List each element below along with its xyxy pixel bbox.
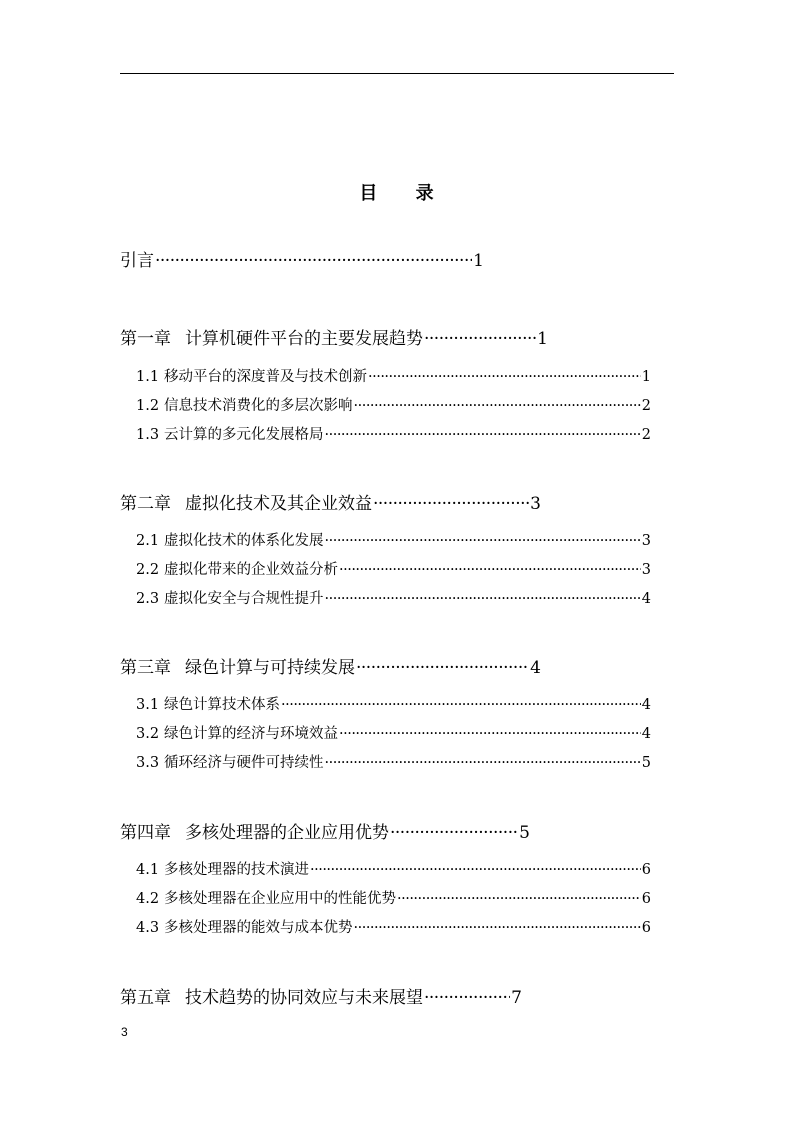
toc-page: 5 [641, 755, 651, 771]
toc-section-1-3[interactable] [136, 423, 651, 444]
chapter-label: 第三章 [120, 658, 171, 678]
section-number: 4.3 [136, 920, 160, 936]
toc-leader-dots [339, 726, 641, 742]
toc-chapter-4[interactable] [120, 818, 530, 843]
header-rule [120, 73, 674, 74]
toc-leader-dots [155, 251, 472, 271]
toc-page: 6 [641, 862, 651, 878]
toc-leader-dots [325, 591, 641, 607]
section-number: 2.1 [136, 533, 160, 549]
chapter-title: 技术趋势的协同效应与未来展望 [185, 988, 423, 1008]
chapter-label: 第二章 [120, 494, 171, 514]
toc-leader-dots [325, 533, 641, 549]
toc-chapter-1[interactable] [120, 324, 548, 349]
section-title: 虚拟化技术的体系化发展 [164, 533, 324, 549]
footer-page-number: 3 [121, 1025, 128, 1039]
toc-leader-dots [424, 988, 510, 1008]
toc-page: 4 [641, 697, 651, 713]
toc-section-3-1[interactable] [136, 693, 651, 714]
toc-page: 1 [537, 329, 548, 349]
toc-section-4-3[interactable] [136, 916, 651, 937]
section-number: 4.2 [136, 891, 160, 907]
toc-leader-dots [354, 920, 641, 936]
toc-section-1-1[interactable] [136, 365, 651, 386]
section-title: 多核处理器的能效与成本优势 [164, 920, 353, 936]
toc-section-1-2[interactable] [136, 394, 651, 415]
section-title: 绿色计算技术体系 [164, 697, 280, 713]
toc-page: 3 [530, 494, 541, 514]
toc-leader-dots [281, 697, 641, 713]
section-title: 云计算的多元化发展格局 [164, 427, 324, 443]
section-title: 虚拟化带来的企业效益分析 [164, 562, 338, 578]
section-number: 1.1 [136, 369, 160, 385]
toc-page: 3 [641, 533, 651, 549]
section-number: 2.3 [136, 591, 160, 607]
section-number: 4.1 [136, 862, 160, 878]
chapter-title: 多核处理器的企业应用优势 [185, 823, 389, 843]
section-title: 循环经济与硬件可持续性 [164, 755, 324, 771]
toc-page: 2 [641, 427, 651, 443]
section-number: 3.3 [136, 755, 160, 771]
toc-section-3-3[interactable] [136, 751, 651, 772]
toc-chapter-2[interactable] [120, 489, 541, 514]
chapter-title: 绿色计算与可持续发展 [185, 658, 355, 678]
toc-section-4-1[interactable] [136, 858, 651, 879]
chapter-label: 第一章 [120, 329, 171, 349]
toc-page: 7 [511, 988, 522, 1008]
toc-leader-dots [339, 562, 641, 578]
toc-leader-dots [354, 398, 641, 414]
section-title: 移动平台的深度普及与技术创新 [164, 369, 367, 385]
section-number: 1.3 [136, 427, 160, 443]
toc-chapter-5[interactable] [120, 983, 522, 1008]
toc-section-2-2[interactable] [136, 558, 651, 579]
toc-leader-dots [390, 823, 518, 843]
toc-leader-dots [356, 658, 529, 678]
section-number: 3.1 [136, 697, 160, 713]
toc-page: 4 [530, 658, 541, 678]
toc-section-4-2[interactable] [136, 887, 651, 908]
toc-leader-dots [373, 494, 529, 514]
toc-section-3-2[interactable] [136, 722, 651, 743]
chapter-label: 第四章 [120, 823, 171, 843]
toc-title: 目 录 [359, 183, 450, 204]
toc-leader-dots [397, 891, 641, 907]
chapter-title: 计算机硬件平台的主要发展趋势 [185, 329, 423, 349]
toc-leader-dots [325, 755, 641, 771]
section-title: 信息技术消费化的多层次影响 [164, 398, 353, 414]
section-number: 3.2 [136, 726, 160, 742]
toc-page: 1 [641, 369, 651, 385]
toc-page: 2 [641, 398, 651, 414]
toc-page: 1 [473, 251, 484, 271]
toc-page: 6 [641, 891, 651, 907]
chapter-label: 第五章 [120, 988, 171, 1008]
section-title: 虚拟化安全与合规性提升 [164, 591, 324, 607]
toc-leader-dots [325, 427, 641, 443]
section-title: 多核处理器的技术演进 [164, 862, 309, 878]
toc-page: 3 [641, 562, 651, 578]
section-number: 2.2 [136, 562, 160, 578]
toc-intro-label: 引言 [120, 251, 154, 271]
chapter-title: 虚拟化技术及其企业效益 [185, 494, 372, 514]
toc-leader-dots [368, 369, 641, 385]
toc-leader-dots [424, 329, 536, 349]
toc-leader-dots [310, 862, 641, 878]
toc-page: 4 [641, 591, 651, 607]
toc-entry-intro[interactable] [120, 246, 484, 271]
toc-page: 4 [641, 726, 651, 742]
section-title: 多核处理器在企业应用中的性能优势 [164, 891, 396, 907]
toc-chapter-3[interactable] [120, 653, 541, 678]
toc-section-2-1[interactable] [136, 529, 651, 550]
section-title: 绿色计算的经济与环境效益 [164, 726, 338, 742]
toc-page: 5 [519, 823, 530, 843]
section-number: 1.2 [136, 398, 160, 414]
toc-section-2-3[interactable] [136, 587, 651, 608]
toc-page: 6 [641, 920, 651, 936]
